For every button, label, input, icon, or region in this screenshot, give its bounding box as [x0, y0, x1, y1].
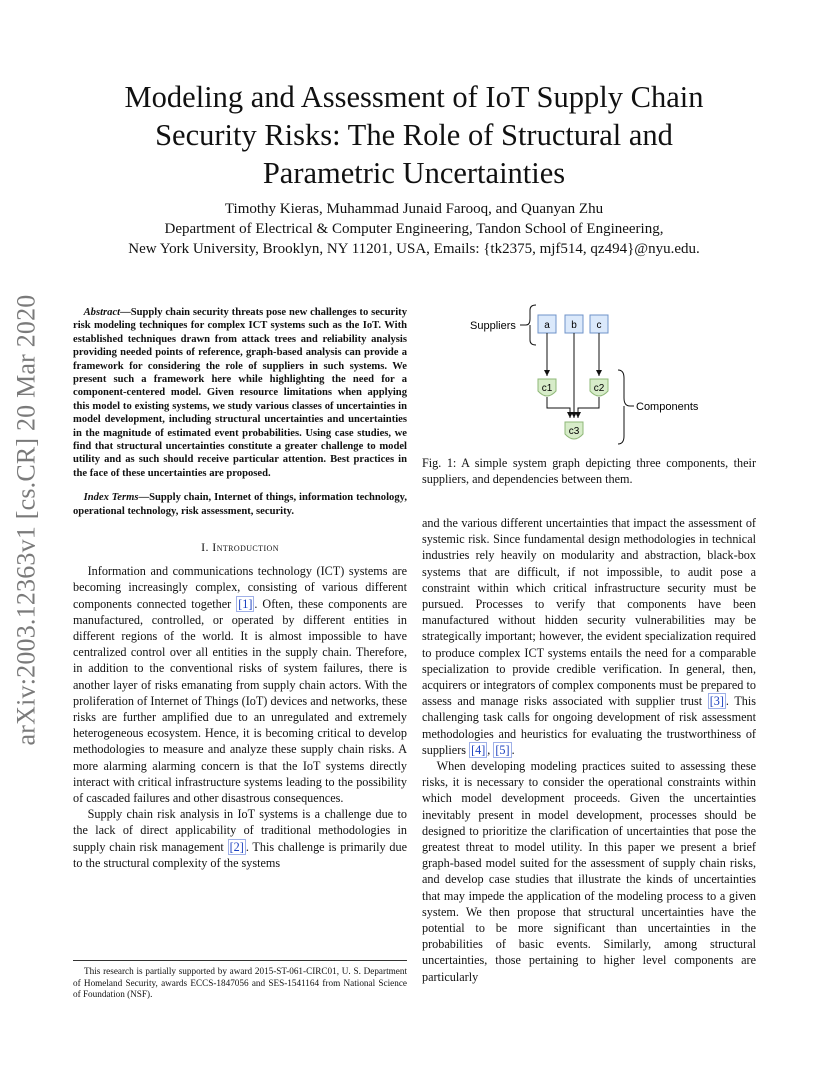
funding-footnote: This research is partially supported by award 2015-ST-061-CIRC01, U. S. Department of Homeland Security, awards ECCS-1847056 and SES-1541164 from National Science of Foundation (NSF).: [73, 960, 407, 1001]
paragraph-text: . This challenging task calls for ongoing development of risk assessment methodologies and heuristics for evaluating the trustworthiness of suppliers: [422, 694, 756, 757]
abstract: [73, 306, 407, 480]
index-terms-label: Index Terms: [83, 492, 139, 504]
citation-link[interactable]: [1]: [238, 596, 253, 611]
title-line-2: Security Risks: The Role of Structural and: [155, 118, 673, 152]
affiliation-line-2: New York University, Brooklyn, NY 11201, USA, Emails: {tk2375, mjf514, qz494}@nyu.edu.: [128, 241, 700, 257]
author-block: [40, 199, 788, 259]
suppliers-label: Suppliers: [470, 320, 516, 332]
paragraph-text: . Often, these components are manufactured, controlled, or operated by different entities in different regions of the world. It is almost impossible to have centralized control over all entities in the supply chain. Therefore, in addition to the conventional risks of system failures, there is another layer of risks emanating from supply chain actors. With the proliferation of Internet of Things (IoT) devices and networks, these risks are further amplified due to an unregulated and extremely heterogeneous ecosystem. Hence, it is becoming critical to develop methodologies to measure and analyze these supply chain risks. A more alarming alarming concern is that the IoT systems directly interact with critical infrastructure systems leading to the possibility of cascaded failures and other disastrous consequences.: [73, 596, 407, 805]
arxiv-sidebar: [0, 280, 52, 760]
intro-paragraph-3: [422, 515, 756, 758]
component-c2-label: c2: [593, 383, 605, 394]
paragraph-text: Supply chain risk analysis in IoT systems is a challenge due to the lack of direct applicability of traditional methodologies in supply chain risk management: [73, 807, 407, 854]
index-terms-text: —Supply chain, Internet of things, information technology, operational technology, risk assessment, security.: [73, 492, 407, 517]
system-graph: [422, 300, 756, 450]
affiliation-line-1: Department of Electrical & Computer Engineering, Tandon School of Engineering,: [164, 221, 664, 237]
arxiv-identifier: arXiv:2003.12363v1 [cs.CR] 20 Mar 2020: [11, 294, 40, 746]
intro-paragraph-2: [73, 806, 407, 871]
edge-c2-c3: [578, 397, 599, 418]
components-label: Components: [636, 401, 699, 413]
author-names: Timothy Kieras, Muhammad Junaid Farooq, and Quanyan Zhu: [224, 201, 604, 217]
edge-c1-c3: [547, 397, 570, 418]
intro-paragraph-1: [73, 563, 407, 806]
citation-link[interactable]: [3]: [709, 694, 724, 709]
right-column: [422, 515, 756, 985]
paragraph-text: and the various different uncertainties that impact the assessment of systemic risk. Since fundamental design methodologies in technical industries rely heavily on modularity and abstraction, black-box systems that are difficult, if not impossible, to audit pose a constraint within which critical infrastructure security must be pursued. Processes to verify that components have been manufactured without hidden security vulnerabilities may be strategically important; however, the evident specialization required to produce complex ICT systems entails the need for a comparable specialization to provide credible verification. In general, then, acquirers or integrators of complex components must be prepared to assess and manage risks associated with supplier trust: [422, 516, 756, 709]
intro-paragraph-4: When developing modeling practices suited to assessing these risks, it is necessary to consider the operational constraints within which model development proceeds. Given the uncertainties inevitably present in model development, processes should be designed to prioritize the clarification of uncertainties that pose the greatest threat to model utility. In this paper we present a brief graph-based model suited for the assessment of supply chain risks, and develop case studies that illustrate the kinds of uncertainties that may impede the application of the modeling process to a given system. We then propose that structural uncertainties have the potential to be more significant than uncertainties in the probabilities of basic events. Similarly, among structural uncertainties, those pertaining to higher level components are particularly: [422, 759, 756, 984]
supplier-c-label: c: [596, 320, 602, 331]
abstract-text: —Supply chain security threats pose new challenges to security risk modeling techniques for complex ICT systems such as the IoT. With established techniques drawn from attack trees and reliability analysis providing needed points of reference, graph-based analysis can provide a framework for considering the role of suppliers in such systems. We present such a framework here while highlighting the need for a component-centered model. Given resource limitations when applying this model to existing systems, we study various classes of uncertainties in model development, including structural uncertainties and uncertainties in the magnitude of estimated event probabilities. Using case studies, we find that structural uncertainties constitute a greater challenge to model utility and as such should receive particular attention. Best practices in the face of these uncertainties are proposed.: [73, 307, 407, 479]
supplier-b-label: b: [571, 320, 577, 331]
paper-title: [60, 78, 768, 192]
paragraph-text: . This challenge is primarily due to the structural complexity of the systems: [73, 839, 407, 870]
component-c1-label: c1: [541, 383, 553, 394]
index-terms: [73, 491, 407, 518]
figure-1-caption: Fig. 1: A simple system graph depicting three components, their suppliers, and dependencies between them.: [422, 456, 756, 486]
title-line-1: Modeling and Assessment of IoT Supply Chain: [124, 80, 704, 114]
paragraph-text: Information and communications technology (ICT) systems are becoming increasingly complex, consisting of various different components connected together: [73, 564, 407, 611]
suppliers-brace: [520, 305, 536, 345]
abstract-label: Abstract: [83, 307, 121, 318]
citation-link[interactable]: [5]: [495, 742, 510, 757]
citation-link[interactable]: [2]: [229, 839, 244, 854]
paragraph-text: .: [511, 742, 515, 757]
paragraph-text: ,: [487, 742, 494, 757]
components-brace: [618, 370, 634, 444]
left-column: [73, 306, 407, 871]
figure-1: [422, 300, 756, 450]
citation-link[interactable]: [4]: [471, 742, 486, 757]
title-line-3: Parametric Uncertainties: [262, 156, 566, 190]
section-heading: I. Introduction: [201, 540, 279, 555]
supplier-a-label: a: [544, 320, 550, 331]
component-c3-label: c3: [568, 426, 580, 437]
